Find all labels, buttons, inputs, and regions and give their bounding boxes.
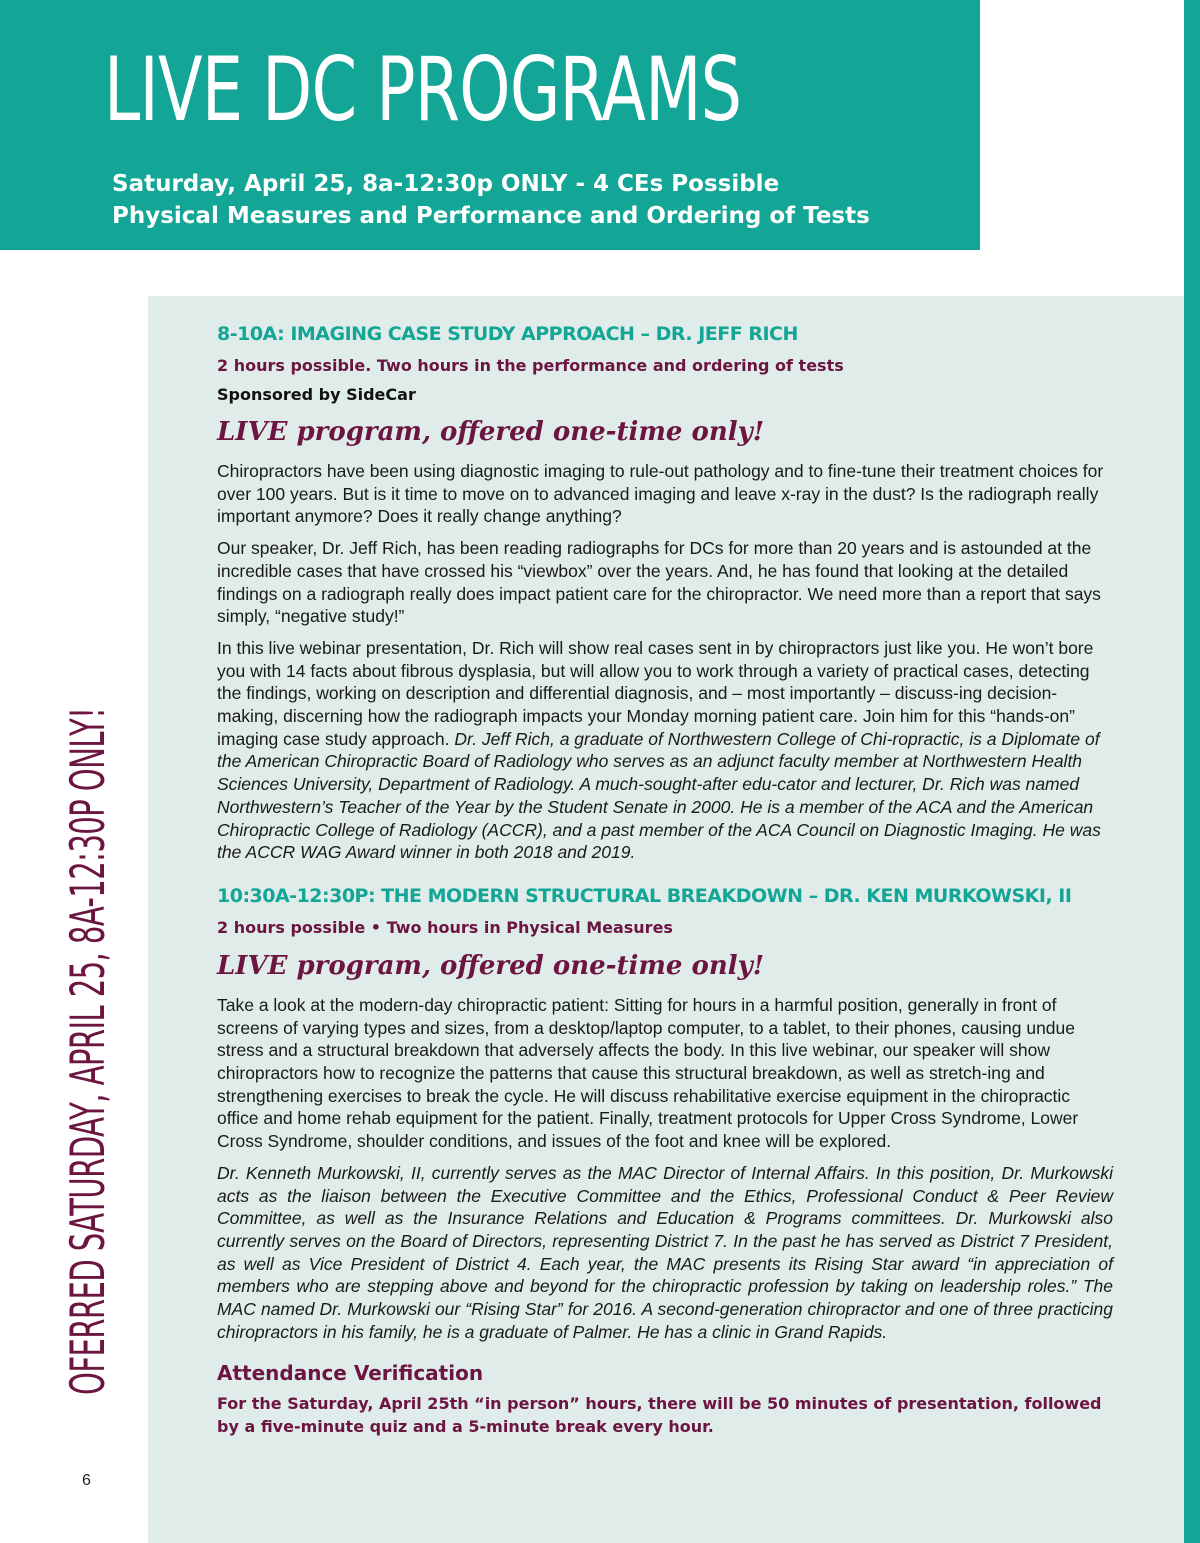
session1-sponsor: Sponsored by SideCar	[217, 385, 416, 404]
session1-hours: 2 hours possible. Two hours in the performance and ordering of tests	[217, 356, 844, 375]
session1-live-note: LIVE program, offered one-time only!	[217, 417, 765, 447]
session2-live-note: LIVE program, offered one-time only!	[217, 950, 765, 981]
vertical-banner-text: OFERRED SATURDAY, APRIL 25, 8A-12:30P ONLY!	[61, 707, 116, 1395]
session1-paragraph-3-text: In this live webinar presentation, Dr. Rich will show real cases sent in by chiropractors just like you. He won’t bore you with 14 facts about fibrous dysplasia, but will allow you to work through a variety of practical cases, detecting the findings, working on description and differential diagnosis, and – most importantly – discuss-ing decision-making, discerning how the radiograph impacts your Monday morning patient care. Join him for this “hands-on” imaging case study approach.	[217, 637, 1094, 749]
session2-paragraph-1: Take a look at the modern-day chiropractic patient: Sitting for hours in a harmful position, generally in front of screens of varying types and sizes, from a desktop/laptop computer, to a tablet, to their phones, causing undue stress and a structural breakdown that adversely affects the body. In this live webinar, our speaker will show chiropractors how to recognize the patterns that cause this structural breakdown, as well as stretch-ing and strengthening exercises to break the cycle. He will discuss rehabilitative exercise equipment in the chiropractic office and home rehab equipment for the patient. Finally, treatment protocols for Upper Cross Syndrome, Lower Cross Syndrome, shoulder conditions, and issues of the foot and knee will be explored.	[217, 994, 1079, 1152]
right-edge-bar	[1184, 0, 1200, 1543]
header-subtitle-line2: Physical Measures and Performance and Ordering of Tests	[112, 203, 870, 229]
page-title: LIVE DC PROGRAMS	[104, 38, 742, 141]
vertical-banner	[62, 287, 116, 1395]
header-subtitle	[112, 168, 870, 232]
session2-hours: 2 hours possible • Two hours in Physical Measures	[217, 917, 673, 937]
session1-paragraph-3	[217, 637, 1113, 864]
attendance-heading: Attendance Verification	[217, 1360, 484, 1385]
session2-title: 10:30A-12:30P: THE MODERN STRUCTURAL BREAKDOWN – DR. KEN MURKOWSKI, II	[217, 884, 1072, 907]
header-subtitle-line1: Saturday, April 25, 8a-12:30p ONLY - 4 CEs Possible	[112, 171, 780, 197]
session2-speaker-bio: Dr. Kenneth Murkowski, II, currently serves as the MAC Director of Internal Affairs. In this position, Dr. Murkowski acts as the liaison between the Executive Committee and the Ethics, Professional Conduct & Peer Review Committee, as well as the Insurance Relations and Education & Programs committees. Dr. Murkowski also currently serves on the Board of Directors, representing District 7. In the past he has served as District 7 President, as well as Vice President of District 4. Each year, the MAC presents its Rising Star award “in appreciation of members who are stepping above and beyond for the chiropractic profession by taking on leadership roles.” The MAC named Dr. Murkowski our “Rising Star” for 2016. A second-generation chiropractor and one of three practicing chiropractors in his family, he is a graduate of Palmer. He has a clinic in Grand Rapids.	[217, 1162, 1113, 1342]
header-banner	[0, 0, 980, 250]
session1-paragraph-1: Chiropractors have been using diagnostic imaging to rule-out pathology and to fine-tune their treatment choices for over 100 years. But is it time to move on to advanced imaging and leave x-ray in the dust? Is the radiograph really important anymore? Does it really change anything?	[217, 461, 1104, 527]
session1-title: 8-10A: IMAGING CASE STUDY APPROACH – DR. JEFF RICH	[217, 323, 798, 345]
session1-speaker-bio: Dr. Jeff Rich, a graduate of Northwestern College of Chi-ropractic, is a Diplomate of the American Chiropractic Board of Radiology who serves as an adjunct faculty member at Northwestern Health Sciences University, Department of Radiology. A much-sought-after edu-cator and lecturer, Dr. Rich was named Northwestern’s Teacher of the Year by the Student Senate in 2000. He is a member of the ACA and the American Chiropractic College of Radiology (ACCR), and a past member of the ACA Council on Diagnostic Imaging. He was the ACCR WAG Award winner in both 2018 and 2019.	[217, 728, 1101, 863]
session1-paragraph-2: Our speaker, Dr. Jeff Rich, has been reading radiographs for DCs for more than 20 years and is astounded at the incredible cases that have crossed his “viewbox” over the years. And, he has found that looking at the detailed findings on a radiograph really does impact patient care for the chiropractor. We need more than a report that says simply, “negative study!”	[217, 538, 1101, 627]
attendance-text: For the Saturday, April 25th “in person” hours, there will be 50 minutes of presentation, followed by a five-minute quiz and a 5-minute break every hour.	[217, 1393, 1102, 1436]
page-number: 6	[82, 1472, 91, 1489]
main-content	[217, 320, 1113, 1438]
